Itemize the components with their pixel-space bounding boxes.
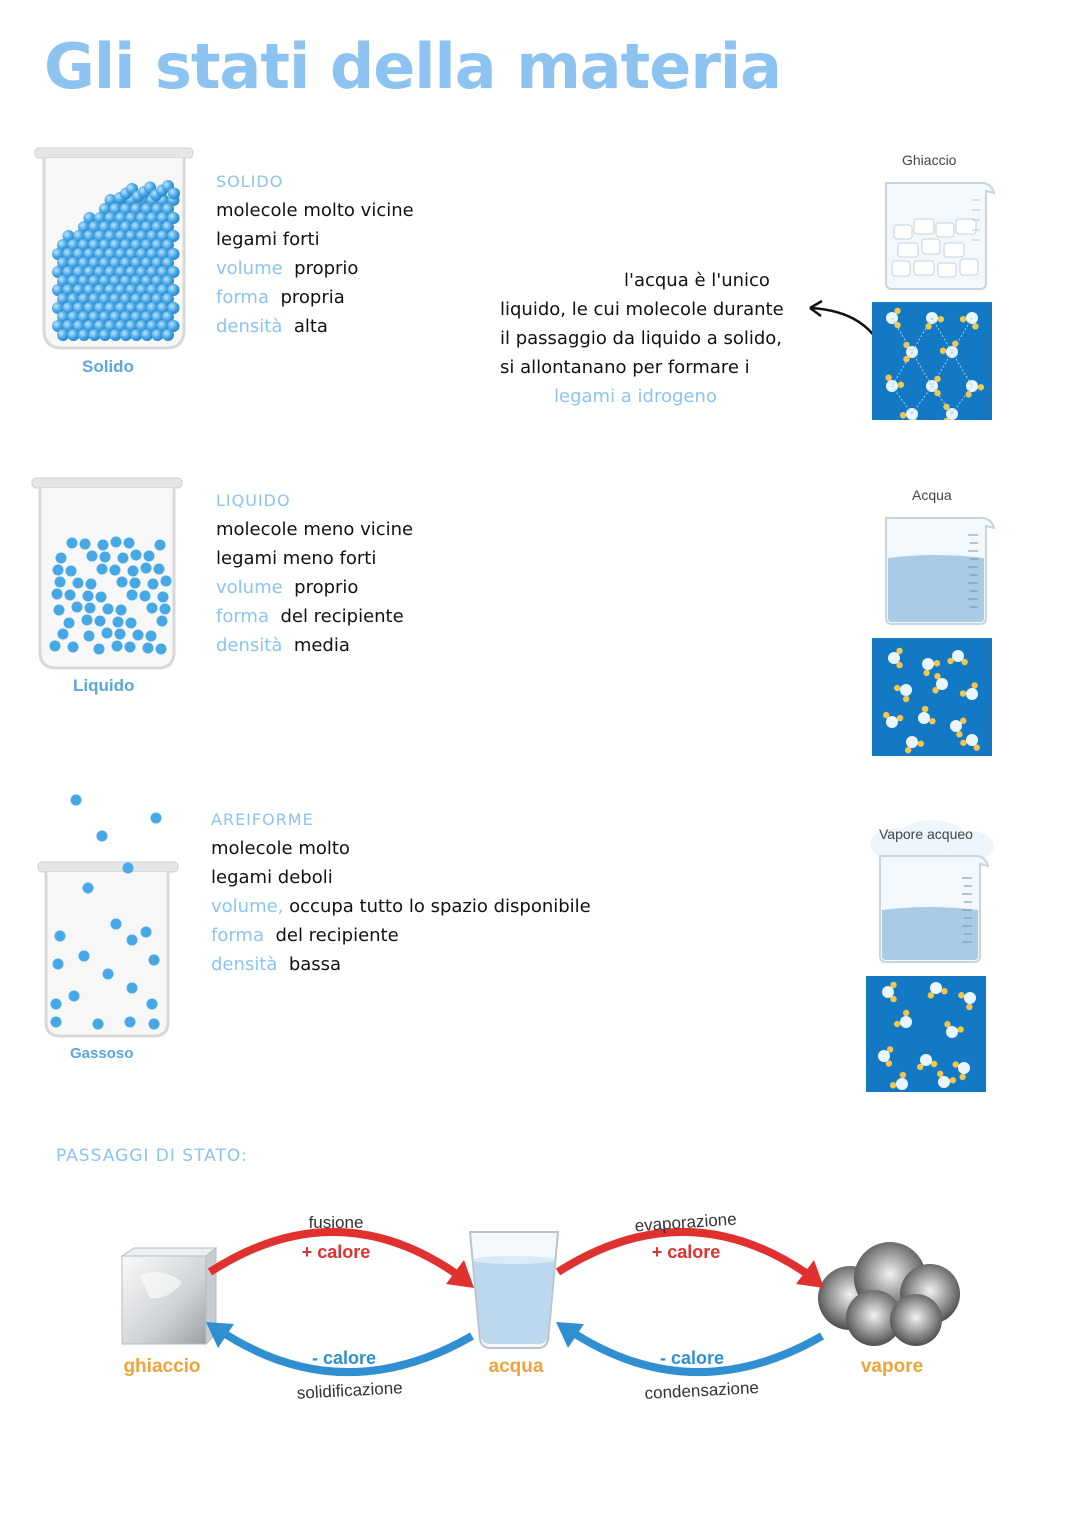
gas-molecule	[51, 1017, 62, 1028]
water-label: Acqua	[912, 487, 952, 503]
liquid-water-molecule	[886, 716, 898, 728]
vapor-water-molecule	[920, 1054, 932, 1066]
liquid-molecule	[160, 604, 171, 615]
gas-molecule	[127, 935, 138, 946]
liquid-molecule	[68, 642, 79, 653]
water-molecules-panel	[872, 638, 992, 756]
liquid-molecule	[66, 566, 77, 577]
liquid-molecule	[73, 578, 84, 589]
condensation-label: condensazione	[644, 1378, 760, 1403]
liquid-molecule	[116, 605, 127, 616]
gas-molecule	[147, 999, 158, 1010]
liquid-water-molecule	[888, 652, 900, 664]
liquid-molecule	[155, 540, 166, 551]
gas-line-4: forma del recipiente	[211, 925, 399, 946]
ice-beaker-icon	[880, 175, 998, 293]
vapor-water-molecule	[930, 982, 942, 994]
transitions-title: PASSAGGI DI STATO:	[56, 1146, 248, 1166]
gas-molecule	[55, 931, 66, 942]
hydrogen-atom	[958, 992, 964, 998]
solid-notes	[216, 167, 414, 341]
node-water-label: acqua	[488, 1356, 544, 1377]
ice-label: Ghiaccio	[902, 152, 957, 168]
liquid-molecule	[126, 618, 137, 629]
liquid-molecule	[125, 642, 136, 653]
water-note	[500, 266, 820, 411]
hydrogen-atom	[922, 706, 928, 712]
gas-molecule	[51, 999, 62, 1010]
liquid-molecule	[113, 617, 124, 628]
solid-molecule	[68, 329, 80, 341]
hydrogen-atom	[923, 670, 929, 676]
solid-line-3: volume proprio	[216, 258, 359, 279]
gas-molecule	[69, 991, 80, 1002]
liquid-molecule	[56, 553, 67, 564]
liquid-molecule	[84, 631, 95, 642]
hydrogen-atom	[940, 348, 946, 354]
vapor-water-molecule	[878, 1050, 890, 1062]
liquid-molecule	[112, 641, 123, 652]
state-transitions-diagram	[100, 1200, 1000, 1420]
water-note-line-2: liquido, le cui molecole durante	[500, 299, 784, 320]
node-vapor-label: vapore	[860, 1356, 924, 1377]
vapor-cloud-image	[818, 1242, 960, 1346]
liquid-water-molecule	[966, 734, 978, 746]
hydrogen-atom	[956, 731, 962, 737]
liquid-molecule	[67, 538, 78, 549]
water-note-highlight: legami a idrogeno	[554, 386, 717, 407]
solid-molecule	[131, 329, 143, 341]
liquid-molecule	[53, 565, 64, 576]
liquid-molecule	[158, 592, 169, 603]
hydrogen-atom	[960, 316, 966, 322]
hydrogen-atom	[925, 323, 931, 329]
liquid-molecule	[94, 644, 105, 655]
fusion-heat-label: + calore	[301, 1242, 371, 1262]
solid-molecule	[89, 329, 101, 341]
solid-molecule	[141, 329, 153, 341]
liquid-water-molecule	[936, 678, 948, 690]
liquid-water-molecule	[966, 688, 978, 700]
liquid-beaker-illustration	[28, 472, 188, 672]
liquid-molecule	[147, 603, 158, 614]
gas-molecule	[111, 919, 122, 930]
gas-molecule	[71, 795, 82, 806]
liquid-molecule	[156, 644, 167, 655]
solid-molecule	[162, 329, 174, 341]
liquid-molecule	[157, 616, 168, 627]
solid-molecule	[120, 329, 132, 341]
liquid-molecule	[55, 577, 66, 588]
ice-cube-icon	[122, 1248, 216, 1344]
hydrogen-atom	[960, 690, 966, 696]
liquid-molecule	[118, 553, 129, 564]
water-note-line-3: il passaggio da liquido a solido,	[500, 328, 783, 349]
hydrogen-atom	[903, 696, 909, 702]
hydrogen-atom	[934, 660, 940, 666]
solid-molecule	[152, 329, 164, 341]
hydrogen-atom	[965, 391, 971, 397]
solidification-label: solidificazione	[296, 1378, 404, 1403]
liquid-molecule	[146, 631, 157, 642]
liquid-water-molecule	[900, 684, 912, 696]
ice-molecules-panel	[872, 302, 992, 420]
liquid-molecule	[161, 576, 172, 587]
vapor-water-molecule	[882, 986, 894, 998]
vapor-water-molecule	[900, 1016, 912, 1028]
gas-beaker-illustration	[34, 790, 194, 1040]
vapor-label: Vapore acqueo	[879, 826, 973, 842]
hydrogen-atom	[885, 374, 891, 380]
hydrogen-atom	[931, 1061, 937, 1067]
hydrogen-atom	[890, 1082, 896, 1088]
liquid-line-1: molecole meno vicine	[216, 519, 414, 540]
page-title: Gli stati della materia	[44, 30, 781, 103]
hydrogen-atom	[900, 412, 906, 418]
liquid-molecule	[82, 615, 93, 626]
hydrogen-atom	[897, 715, 903, 721]
hydrogen-atom	[978, 384, 984, 390]
liquid-notes	[216, 486, 413, 660]
hydrogen-atom	[903, 1010, 909, 1016]
liquid-molecule	[85, 603, 96, 614]
liquid-water-molecule	[952, 650, 964, 662]
hydrogen-atom	[929, 718, 935, 724]
vapor-water-molecule	[958, 1062, 970, 1074]
liquid-molecule	[141, 563, 152, 574]
liquid-molecule	[140, 591, 151, 602]
liquid-molecule	[127, 590, 138, 601]
vapor-water-molecule	[896, 1078, 908, 1090]
condensation-heat-label: - calore	[659, 1348, 725, 1368]
liquid-molecule	[144, 551, 155, 562]
liquid-molecule	[98, 540, 109, 551]
gas-line-5: densità bassa	[211, 954, 342, 975]
hydrogen-atom	[937, 1071, 943, 1077]
solid-molecule	[99, 329, 111, 341]
gas-molecule	[123, 863, 134, 874]
vapor-water-molecule	[964, 992, 976, 1004]
liquid-molecule	[124, 538, 135, 549]
liquid-molecule	[52, 589, 63, 600]
gas-notes	[211, 805, 591, 979]
liquid-line-5: densità media	[216, 635, 350, 656]
water-note-line-4: si allontanano per formare i	[500, 357, 750, 378]
liquid-molecule	[54, 605, 65, 616]
liquid-molecule	[148, 579, 159, 590]
fusion-label: fusione	[308, 1213, 364, 1232]
liquid-molecule	[100, 552, 111, 563]
liquid-line-3: volume proprio	[216, 577, 359, 598]
liquid-water-molecule	[918, 712, 930, 724]
gas-molecule	[79, 951, 90, 962]
liquid-molecule	[102, 628, 113, 639]
hydrogen-atom	[950, 1077, 956, 1083]
liquid-molecule	[64, 618, 75, 629]
liquid-molecule	[117, 577, 128, 588]
solid-line-1: molecole molto vicine	[216, 200, 414, 221]
liquid-heading: LIQUIDO	[216, 491, 291, 510]
hydrogen-atom	[972, 323, 978, 329]
hydrogen-atom	[900, 1072, 906, 1078]
vapor-water-molecule	[938, 1076, 950, 1088]
solid-line-2: legami forti	[216, 229, 320, 250]
solid-beaker-illustration	[30, 140, 200, 355]
liquid-image-label: Liquido	[73, 676, 135, 695]
liquid-molecule	[115, 629, 126, 640]
evaporation-heat-label: + calore	[651, 1242, 721, 1262]
node-ice-label: ghiaccio	[123, 1356, 201, 1377]
liquid-molecule	[128, 566, 139, 577]
evaporation-arrowhead	[796, 1260, 824, 1288]
liquid-molecule	[131, 550, 142, 561]
gas-molecule	[83, 883, 94, 894]
evaporation-label: evaporazione	[634, 1209, 738, 1236]
hydrogen-atom	[966, 1004, 972, 1010]
vapor-molecules-panel	[866, 976, 986, 1092]
liquid-molecule	[72, 602, 83, 613]
hydrogen-atom	[960, 740, 966, 746]
vapor-beaker-icon	[874, 848, 992, 966]
hydrogen-atom	[894, 1021, 900, 1027]
liquid-molecule	[87, 551, 98, 562]
liquid-molecule	[110, 565, 121, 576]
liquid-line-4: forma del recipiente	[216, 606, 404, 627]
gas-molecule	[93, 1019, 104, 1030]
hydrogen-atom	[953, 1061, 959, 1067]
hydrogen-atom	[971, 682, 977, 688]
liquid-molecule	[58, 629, 69, 640]
hydrogen-atom	[957, 1026, 963, 1032]
liquid-molecule	[143, 643, 154, 654]
gas-line-2: legami deboli	[211, 867, 333, 888]
liquid-molecule	[80, 539, 91, 550]
gas-molecule	[127, 983, 138, 994]
gas-molecule	[141, 927, 152, 938]
gas-molecule	[97, 831, 108, 842]
gas-line-1: molecole molto	[211, 838, 350, 859]
hydrogen-atom	[938, 316, 944, 322]
water-beaker-icon	[880, 510, 998, 628]
liquid-water-molecule	[906, 736, 918, 748]
hydrogen-atom	[905, 747, 911, 753]
hydrogen-atom	[959, 1074, 965, 1080]
liquid-molecule	[97, 564, 108, 575]
liquid-molecule	[130, 578, 141, 589]
solid-molecule	[110, 329, 122, 341]
liquid-line-2: legami meno forti	[216, 548, 377, 569]
gas-molecule	[149, 1019, 160, 1030]
solid-image-label: Solido	[82, 357, 134, 376]
liquid-molecule	[154, 564, 165, 575]
solid-line-4: forma propria	[216, 287, 345, 308]
liquid-water-molecule	[922, 658, 934, 670]
liquid-molecule	[50, 641, 61, 652]
solidification-heat-label: - calore	[311, 1348, 377, 1368]
gas-molecule	[125, 1017, 136, 1028]
liquid-water-molecule	[950, 720, 962, 732]
water-note-line-1: l'acqua è l'unico	[624, 270, 770, 291]
liquid-molecule	[103, 604, 114, 615]
vapor-water-molecule	[946, 1026, 958, 1038]
solid-molecule	[78, 329, 90, 341]
solid-molecule	[168, 188, 180, 200]
gas-molecule	[151, 813, 162, 824]
gas-heading: AREIFORME	[211, 810, 314, 829]
hydrogen-atom	[894, 685, 900, 691]
liquid-molecule	[111, 537, 122, 548]
hydrogen-atom	[898, 382, 904, 388]
solid-heading: SOLIDO	[216, 172, 284, 191]
liquid-molecule	[95, 616, 106, 627]
gas-image-label: Gassoso	[70, 1045, 134, 1062]
gas-molecule	[103, 969, 114, 980]
gas-molecule	[53, 959, 64, 970]
water-glass-icon	[470, 1232, 558, 1348]
solid-line-5: densità alta	[216, 316, 328, 337]
hydrogen-atom	[918, 741, 924, 747]
liquid-molecule	[86, 579, 97, 590]
solid-molecule	[57, 329, 69, 341]
liquid-molecule	[133, 630, 144, 641]
liquid-molecule	[83, 591, 94, 602]
liquid-molecule	[65, 590, 76, 601]
gas-line-3: volume, occupa tutto lo spazio disponibile	[211, 896, 591, 917]
gas-molecule	[149, 955, 160, 966]
liquid-molecule	[96, 592, 107, 603]
hydrogen-atom	[941, 988, 947, 994]
